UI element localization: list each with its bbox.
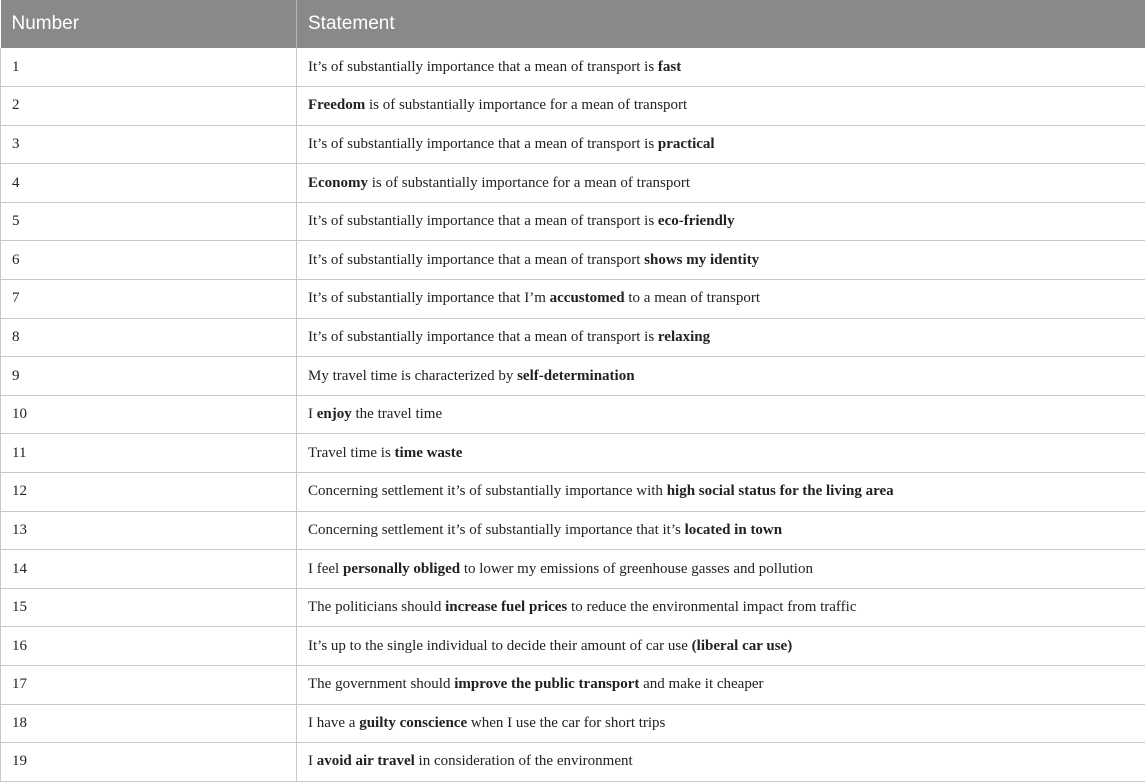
statement-text: It’s of substantially importance that I’m [308,290,550,306]
statement-text: It’s of substantially importance that a mean of transport [308,252,644,268]
table-row [1,743,1145,782]
row-number: 12 [1,473,297,512]
table-row [1,164,1145,203]
row-number: 19 [1,743,297,782]
statement-keyword: relaxing [658,329,710,345]
statement-text: when I use the car for short trips [467,715,665,731]
row-number: 9 [1,357,297,396]
row-number: 3 [1,125,297,164]
row-number: 14 [1,550,297,589]
table-row [1,395,1145,434]
row-number: 2 [1,87,297,126]
table-row [1,125,1145,164]
statement-text: Concerning settlement it’s of substantially importance with [308,483,667,499]
row-statement [297,666,1145,705]
table-row [1,511,1145,550]
row-statement [297,704,1145,743]
row-number: 17 [1,666,297,705]
table-row [1,704,1145,743]
statement-text: The government should [308,676,454,692]
row-statement [297,318,1145,357]
statement-keyword: guilty conscience [359,715,467,731]
statement-text: is of substantially importance for a mean of transport [365,97,687,113]
statement-keyword: practical [658,136,715,152]
table-row [1,202,1145,241]
statement-keyword: self-determination [517,368,634,384]
row-number: 5 [1,202,297,241]
statement-text: to a mean of transport [625,290,760,306]
table-row [1,588,1145,627]
statement-keyword: high social status for the living area [667,483,894,499]
row-statement [297,588,1145,627]
table-row [1,48,1145,87]
statement-keyword: Economy [308,175,368,191]
row-statement [297,395,1145,434]
row-statement [297,743,1145,782]
row-number: 7 [1,280,297,319]
statement-text: Concerning settlement it’s of substantially importance that it’s [308,522,685,538]
statement-keyword: fast [658,59,681,75]
statement-text: Travel time is [308,445,395,461]
row-statement [297,473,1145,512]
statement-text: It’s of substantially importance that a mean of transport is [308,136,658,152]
statement-keyword: increase fuel prices [445,599,567,615]
statement-text: My travel time is characterized by [308,368,517,384]
statement-text: in consideration of the environment [415,753,633,769]
statement-keyword: accustomed [550,290,625,306]
row-number: 6 [1,241,297,280]
row-number: 11 [1,434,297,473]
table-row [1,241,1145,280]
row-statement [297,125,1145,164]
table-row [1,473,1145,512]
statement-text: It’s of substantially importance that a mean of transport is [308,59,658,75]
statement-text: It’s of substantially importance that a mean of transport is [308,329,658,345]
statement-text: to lower my emissions of greenhouse gasses and pollution [460,561,813,577]
statement-text: I have a [308,715,359,731]
statement-keyword: eco-friendly [658,213,735,229]
statement-text: The politicians should [308,599,445,615]
statement-text: to reduce the environmental impact from traffic [567,599,856,615]
table-header [1,0,1145,48]
row-number: 18 [1,704,297,743]
column-header-statement: Statement [297,0,1145,48]
row-statement [297,434,1145,473]
row-statement [297,241,1145,280]
row-statement [297,87,1145,126]
row-number: 4 [1,164,297,203]
row-statement [297,164,1145,203]
row-number: 13 [1,511,297,550]
statement-keyword: personally obliged [343,561,460,577]
row-statement [297,202,1145,241]
table-row [1,280,1145,319]
column-header-number: Number [1,0,297,48]
table-row [1,666,1145,705]
statement-keyword: Freedom [308,97,365,113]
table-row [1,87,1145,126]
statement-text: the travel time [352,406,442,422]
row-number: 8 [1,318,297,357]
table-body [1,48,1145,781]
row-statement [297,48,1145,87]
row-statement [297,627,1145,666]
row-statement [297,550,1145,589]
table-row [1,318,1145,357]
statement-text: It’s up to the single individual to decide their amount of car use [308,638,692,654]
header-row [1,0,1145,48]
row-statement [297,280,1145,319]
table-row [1,357,1145,396]
statement-keyword: avoid air travel [317,753,415,769]
row-number: 15 [1,588,297,627]
statement-text: I feel [308,561,343,577]
table-row [1,550,1145,589]
statement-text: I [308,406,317,422]
table-row [1,434,1145,473]
statement-keyword: shows my identity [644,252,759,268]
statement-text: is of substantially importance for a mean of transport [368,175,690,191]
statement-keyword: located in town [685,522,783,538]
statement-keyword: (liberal car use) [692,638,793,654]
row-number: 10 [1,395,297,434]
row-statement [297,511,1145,550]
row-number: 1 [1,48,297,87]
statement-keyword: enjoy [317,406,352,422]
row-statement [297,357,1145,396]
statement-text: and make it cheaper [639,676,763,692]
statement-keyword: time waste [395,445,463,461]
row-number: 16 [1,627,297,666]
statement-keyword: improve the public transport [454,676,639,692]
table-row [1,627,1145,666]
statement-text: I [308,753,317,769]
statement-text: It’s of substantially importance that a mean of transport is [308,213,658,229]
